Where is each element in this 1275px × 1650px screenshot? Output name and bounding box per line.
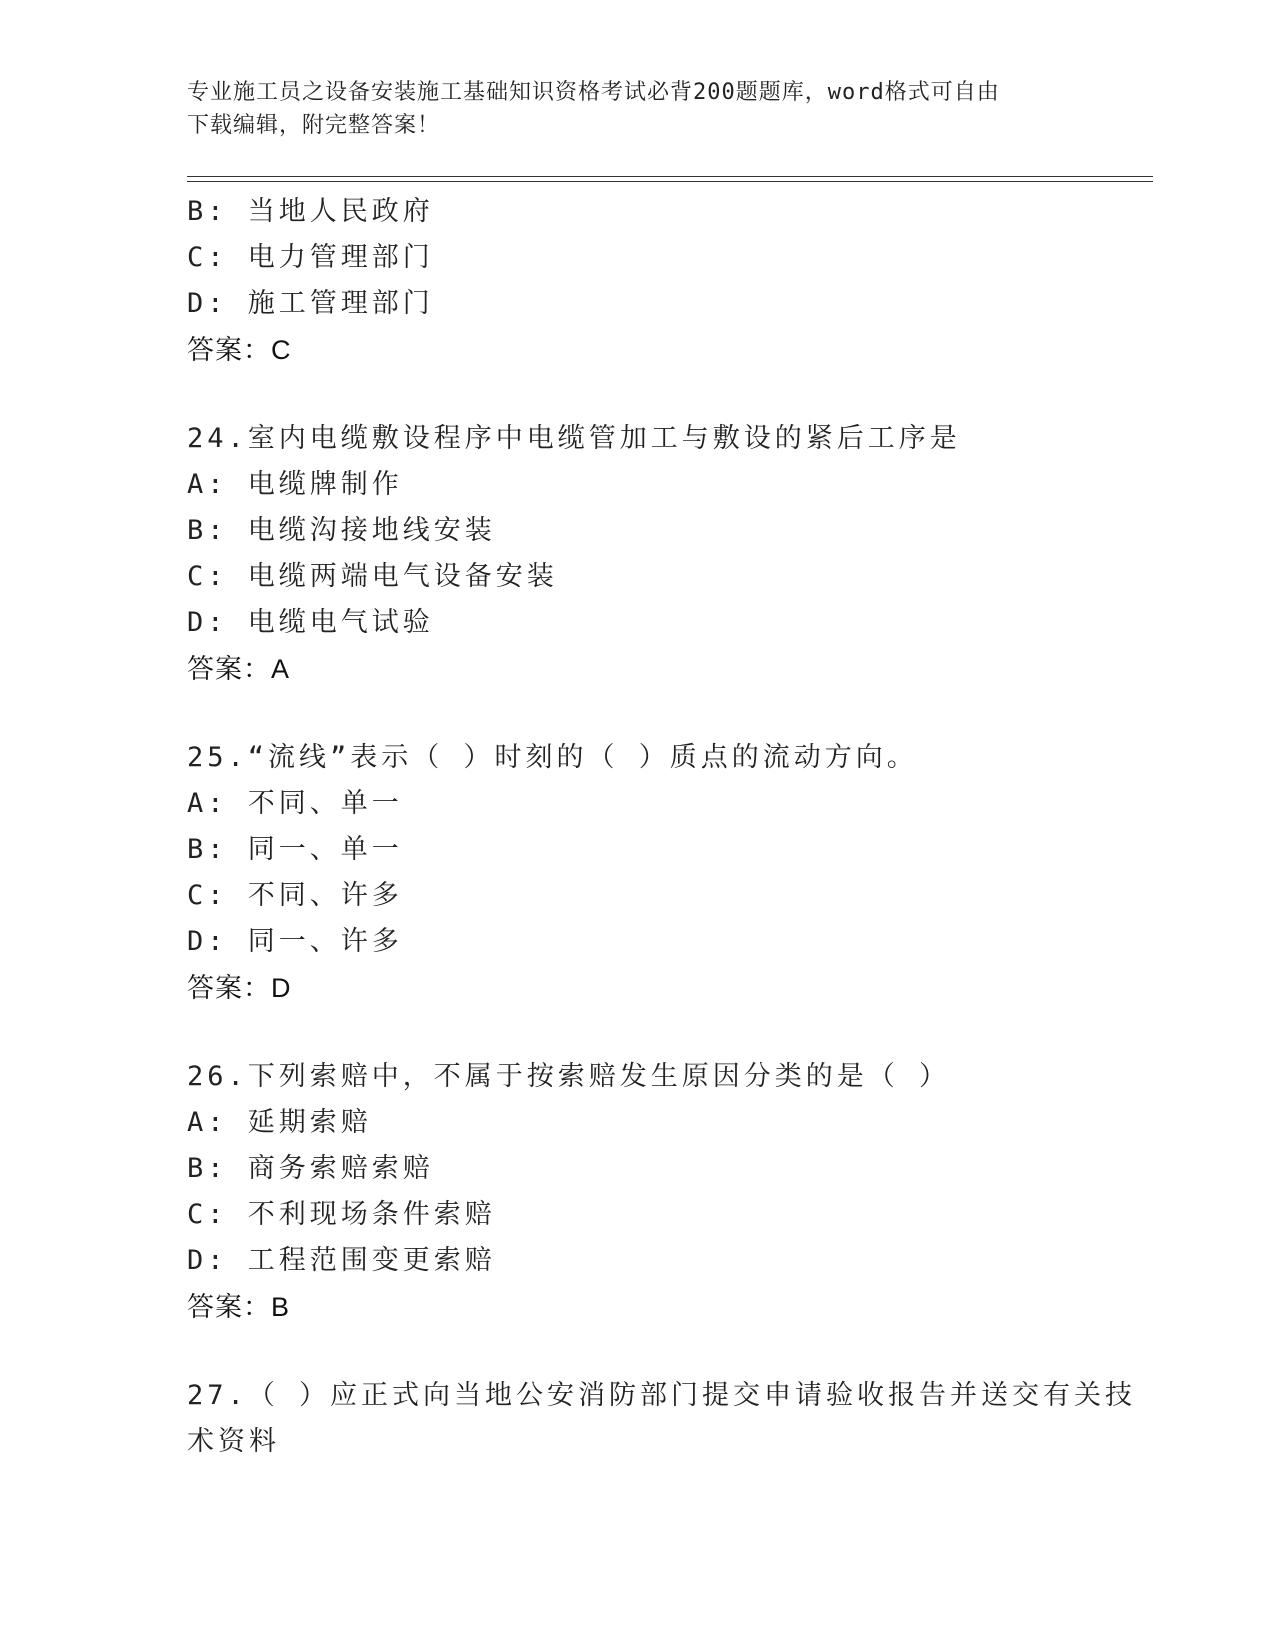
question-25	[187, 735, 1147, 1011]
question-text-line-2: 术资料	[187, 1426, 280, 1457]
question-text: 24.室内电缆敷设程序中电缆管加工与敷设的紧后工序是	[187, 423, 961, 454]
document-header	[187, 76, 1067, 142]
question-27	[187, 1373, 1147, 1465]
header-divider-bottom	[187, 181, 1153, 182]
option-a: A: 延期索赔	[187, 1107, 372, 1138]
option-d: D: 同一、许多	[187, 926, 403, 957]
question-text: 26.下列索赔中，不属于按索赔发生原因分类的是（ ）	[187, 1061, 951, 1092]
question-23-continued	[187, 189, 1147, 373]
option-b: B: 同一、单一	[187, 834, 403, 865]
answer: 答案：B	[187, 1292, 291, 1322]
header-line-2: 下载编辑，附完整答案！	[187, 113, 441, 138]
option-a: A: 不同、单一	[187, 788, 403, 819]
option-c: C: 电缆两端电气设备安装	[187, 561, 558, 592]
question-list	[187, 189, 1147, 1465]
question-26	[187, 1054, 1147, 1330]
question-text: 25.“流线”表示（ ）时刻的（ ）质点的流动方向。	[187, 742, 918, 773]
header-line-1: 专业施工员之设备安装施工基础知识资格考试必背200题题库，word格式可自由	[187, 80, 1000, 105]
option-d: D: 电缆电气试验	[187, 607, 434, 638]
question-24	[187, 416, 1147, 692]
option-b: B: 当地人民政府	[187, 196, 434, 227]
header-divider-top	[187, 176, 1153, 177]
option-c: C: 不同、许多	[187, 880, 403, 911]
question-text-line-1: 27.（ ）应正式向当地公安消防部门提交申请验收报告并送交有关技	[187, 1380, 1137, 1411]
option-b: B: 商务索赔索赔	[187, 1153, 434, 1184]
option-b: B: 电缆沟接地线安装	[187, 515, 496, 546]
option-c: C: 电力管理部门	[187, 242, 434, 273]
answer: 答案：C	[187, 335, 292, 365]
answer: 答案：A	[187, 654, 291, 684]
option-d: D: 施工管理部门	[187, 288, 434, 319]
option-c: C: 不利现场条件索赔	[187, 1199, 496, 1230]
option-a: A: 电缆牌制作	[187, 469, 403, 500]
answer: 答案：D	[187, 973, 292, 1003]
option-d: D: 工程范围变更索赔	[187, 1245, 496, 1276]
